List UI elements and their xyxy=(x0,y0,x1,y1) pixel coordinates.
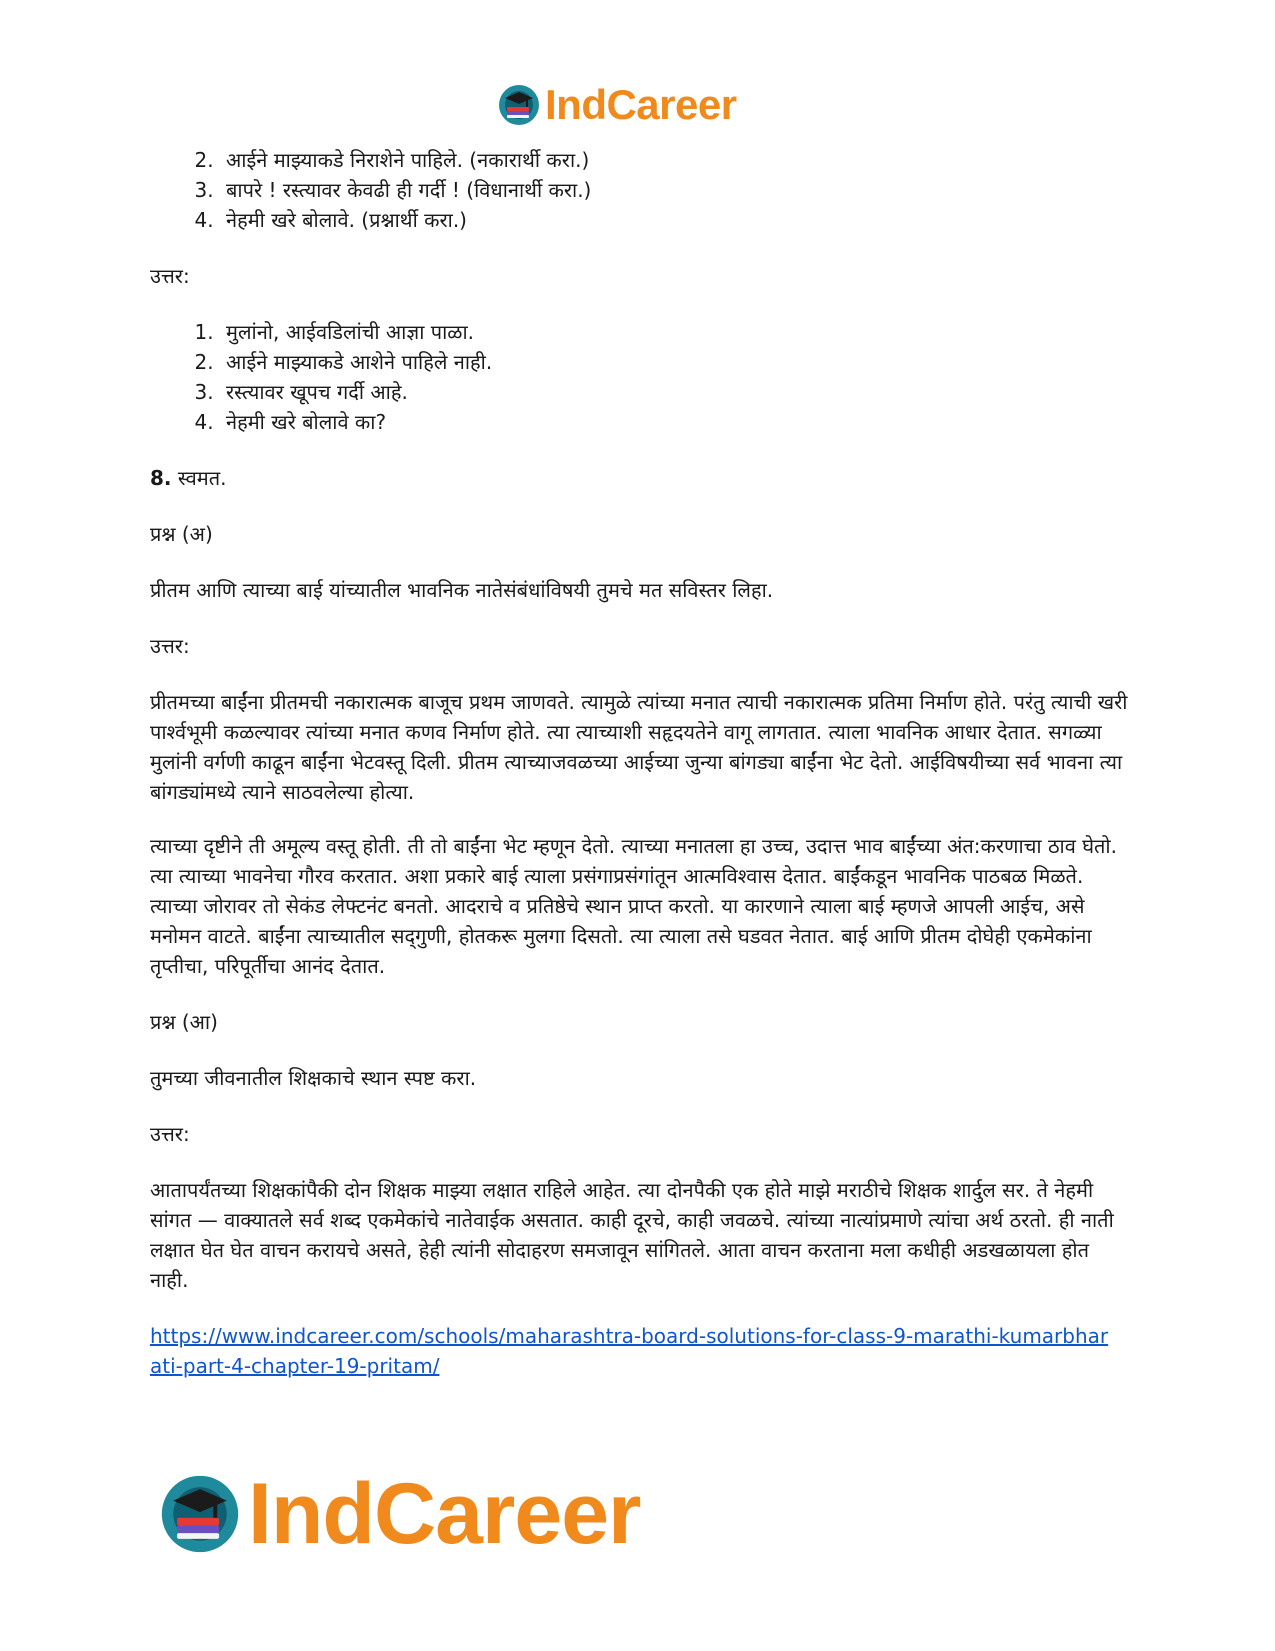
question-text: तुमच्या जीवनातील शिक्षकाचे स्थान स्पष्ट करा. xyxy=(150,1066,477,1090)
answer-paragraph: त्याच्या दृष्टीने ती अमूल्य वस्तू होती. ती तो बाईंना भेट म्हणून देतो. त्याच्या मनातला हा उच्च, उदात्त भाव बाईंच्या अंत:करणाचा ठाव घेतो. त्या त्याच्या भावनेचा गौरव करतात. अशा प्रकारे बाई त्याला प्रसंगाप्रसंगांतून आत्मविश्वास देतात. बाईंकडून भावनिक पाठबळ मिळते. त्याच्या जोरावर तो सेकंड लेफ्टनंट बनतो. आदराचे व प्रतिष्ठेचे स्थान प्राप्त करतो. या कारणाने त्याला बाई म्हणजे आपली आईच, असे मनोमन वाटते. बाईंना त्याच्यातील सद्‌गुणी, होतकरू मुलगा दिसतो. त्या त्याला तसे घडवत नेतात. बाई आणि प्रीतम दोघेही एकमेकांना तृप्तीचा, परिपूर्तीचा आनंद देतात. xyxy=(150,834,1117,978)
graduation-cap-book-icon xyxy=(158,1472,242,1556)
list-item: 1. मुलांनो, आईवडिलांची आज्ञा पाळा. xyxy=(220,317,1130,347)
list-item: 3. रस्त्यावर खूपच गर्दी आहे. xyxy=(220,377,1130,407)
answer-label: उत्तर: xyxy=(150,1122,190,1146)
list-item: 3. बापरे ! रस्त्यावर केवढी ही गर्दी ! (विधानार्थी करा.) xyxy=(220,175,1130,205)
source-link[interactable]: https://www.indcareer.com/schools/maharashtra-board-solutions-for-class-9-marathi-kumarbharati-part-4-chapter-19-pritam/ xyxy=(150,1324,1109,1378)
list-item: 4. नेहमी खरे बोलावे का? xyxy=(220,407,1130,437)
section-number: 8. xyxy=(150,466,172,490)
answer-label: उत्तर: xyxy=(150,634,190,658)
question-label: प्रश्न (अ) xyxy=(150,522,213,546)
answer-paragraph: आतापर्यंतच्या शिक्षकांपैकी दोन शिक्षक माझ्या लक्षात राहिले आहेत. त्या दोनपैकी एक होते माझे मराठीचे शिक्षक शार्दुल सर. ते नेहमी सांगत — वाक्यातले सर्व शब्द एकमेकांचे नातेवाईक असतात. काही दूरचे, काही जवळचे. त्यांच्या नात्यांप्रमाणे त्यांचा अर्थ ठरतो. ही नाती लक्षात घेत घेत वाचन करायचे असते, हेही त्यांनी सोदाहरण समजावून सांगितले. आता वाचन करताना मला कधीही अडखळायला होत नाही. xyxy=(150,1178,1114,1292)
graduation-cap-book-icon xyxy=(497,83,541,127)
answer-list xyxy=(150,317,1130,437)
page-content xyxy=(150,145,1130,1381)
answer-label: उत्तर: xyxy=(150,264,190,288)
brand-logo-header xyxy=(497,80,737,130)
list-item: 4. नेहमी खरे बोलावे. (प्रश्नार्थी करा.) xyxy=(220,205,1130,235)
question-label: प्रश्न (आ) xyxy=(150,1010,218,1034)
list-item: 2. आईने माझ्याकडे निराशेने पाहिले. (नकारार्थी करा.) xyxy=(220,145,1130,175)
brand-logo-footer xyxy=(158,1466,641,1562)
brand-name: IndCareer xyxy=(248,1465,641,1562)
exercise-list xyxy=(150,145,1130,235)
list-item: 2. आईने माझ्याकडे आशेने पाहिले नाही. xyxy=(220,347,1130,377)
brand-name: IndCareer xyxy=(545,81,737,128)
question-text: प्रीतम आणि त्याच्या बाई यांच्यातील भावनिक नातेसंबंधांविषयी तुमचे मत सविस्तर लिहा. xyxy=(150,578,774,602)
section-title: स्वमत. xyxy=(177,466,227,490)
section-heading xyxy=(150,463,1130,493)
answer-paragraph: प्रीतमच्या बाईंना प्रीतमची नकारात्मक बाजूच प्रथम जाणवते. त्यामुळे त्यांच्या मनात त्याची नकारात्मक प्रतिमा निर्माण होते. परंतु त्याची खरी पार्श्वभूमी कळल्यावर त्यांच्या मनात कणव निर्माण होते. त्या त्याच्याशी सहृदयतेने वागू लागतात. त्याला भावनिक आधार देतात. सगळ्या मुलांनी वर्गणी काढून बाईंना भेटवस्तू दिली. प्रीतम त्याच्याजवळच्या आईच्या जुन्या बांगड्या बाईंना भेट देतो. आईविषयीच्या सर्व भावना त्या बांगड्यांमध्ये त्याने साठवलेल्या होत्या. xyxy=(150,690,1128,804)
